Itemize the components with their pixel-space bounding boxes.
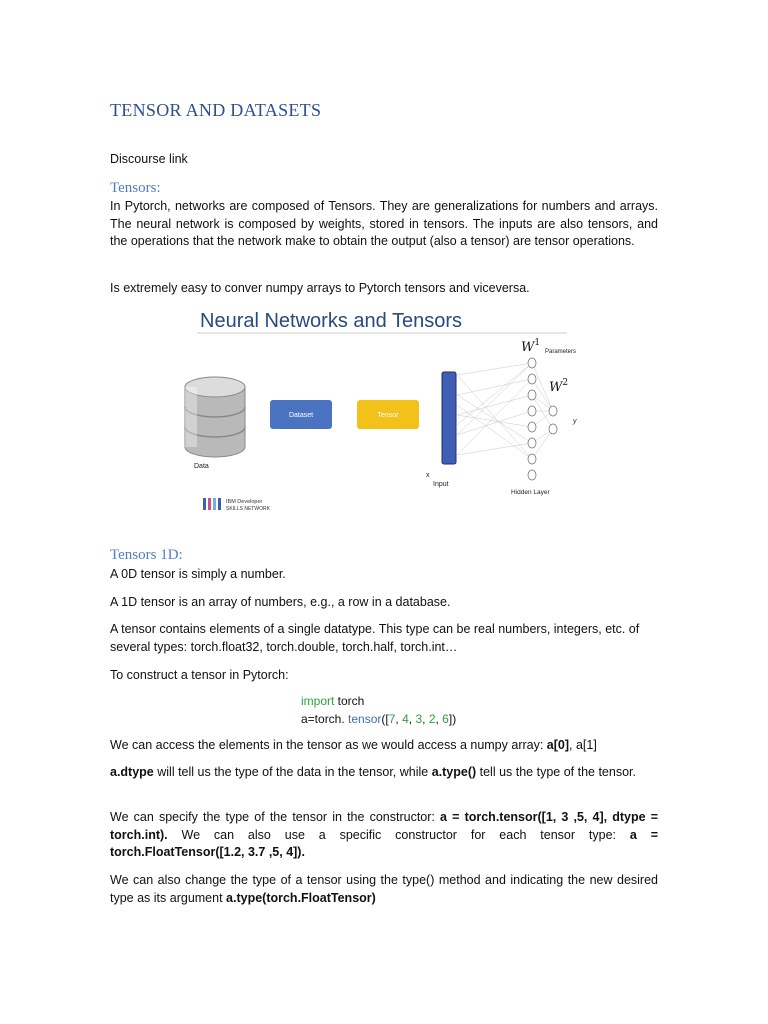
code-snippet: [301, 692, 456, 728]
input-label: Input: [433, 481, 449, 488]
input-connections: [457, 363, 532, 459]
data-label: Data: [194, 463, 209, 470]
hidden-layer-label: Hidden Layer: [511, 489, 550, 496]
hidden-layer-nodes: [528, 358, 536, 480]
paragraph-change-type: We can also change the type of a tensor using the type() method and indicating the new desired type as its argument a.type(torch.FloatTensor): [110, 873, 658, 905]
code-line-import: import torch: [301, 694, 365, 708]
hidden-node: [528, 406, 536, 416]
code-line-tensor: a=torch. tensor([7, 4, 3, 2, 6]): [301, 712, 457, 726]
output-node: [549, 406, 557, 416]
figure-title: Neural Networks and Tensors: [200, 310, 462, 332]
y-label: y: [573, 418, 577, 425]
tensors-paragraph-1: In Pytorch, networks are composed of Tensors. They are generalizations for numbers and arrays. The neural network is composed by weights, stored in tensors. The inputs are also tensors, and the operations that the network make to obtain the output (also a tensor) are tensor operations.: [110, 199, 658, 248]
hidden-node: [528, 438, 536, 448]
w2-label: $W^2$: [549, 378, 569, 395]
database-icon: [185, 377, 245, 457]
hidden-node: [528, 358, 536, 368]
tensors-paragraph-2: Is extremely easy to conver numpy arrays to Pytorch tensors and viceversa.: [110, 281, 530, 295]
ibm-logo-text-2: SKILLS NETWORK: [226, 506, 270, 512]
paragraph-0d: A 0D tensor is simply a number.: [110, 567, 286, 581]
paragraph-access: We can access the elements in the tensor as we would access a numpy array: a[0], a[1]: [110, 738, 597, 752]
dataset-label: Dataset: [288, 412, 314, 419]
page-title: TENSOR AND DATASETS: [110, 100, 322, 120]
neural-networks-figure: [177, 305, 589, 520]
ibm-skills-network-logo: [203, 498, 271, 512]
discourse-link[interactable]: Discourse link: [110, 152, 188, 166]
ibm-logo-text-1: IBM Developer: [226, 499, 263, 505]
x-label: x: [426, 472, 430, 479]
paragraph-datatype: A tensor contains elements of a single datatype. This type can be real numbers, integers, etc. of several types: torch.float32, torch.double, torch.half, torch.int…: [110, 622, 640, 654]
paragraph-specify-type: We can specify the type of the tensor in the constructor: a = torch.tensor([1, 3 ,5, 4], dtype = torch.int). We can also use a specific constructor for each tensor type: a = torch.FloatTensor([1.2, 3.7 ,5, 4]).: [110, 810, 659, 859]
hidden-node: [528, 422, 536, 432]
section-heading-tensors-1d: Tensors 1D:: [110, 547, 183, 563]
paragraph-construct: To construct a tensor in Pytorch:: [110, 668, 289, 682]
output-nodes: [549, 406, 557, 434]
tensor-label: Tensor: [377, 412, 399, 419]
paragraph-dtype: a.dtype will tell us the type of the data in the tensor, while a.type() tell us the type of the tensor.: [110, 765, 636, 779]
figure-svg: [177, 305, 589, 520]
paragraph-1d: A 1D tensor is an array of numbers, e.g., a row in a database.: [110, 595, 451, 609]
parameters-label: Parameters: [545, 349, 577, 355]
output-node: [549, 424, 557, 434]
section-heading-tensors: Tensors:: [110, 180, 161, 196]
hidden-node: [528, 390, 536, 400]
hidden-node: [528, 454, 536, 464]
hidden-node: [528, 374, 536, 384]
hidden-node: [528, 470, 536, 480]
w1-label: $W^1$: [521, 338, 541, 355]
input-bar: [442, 372, 456, 464]
